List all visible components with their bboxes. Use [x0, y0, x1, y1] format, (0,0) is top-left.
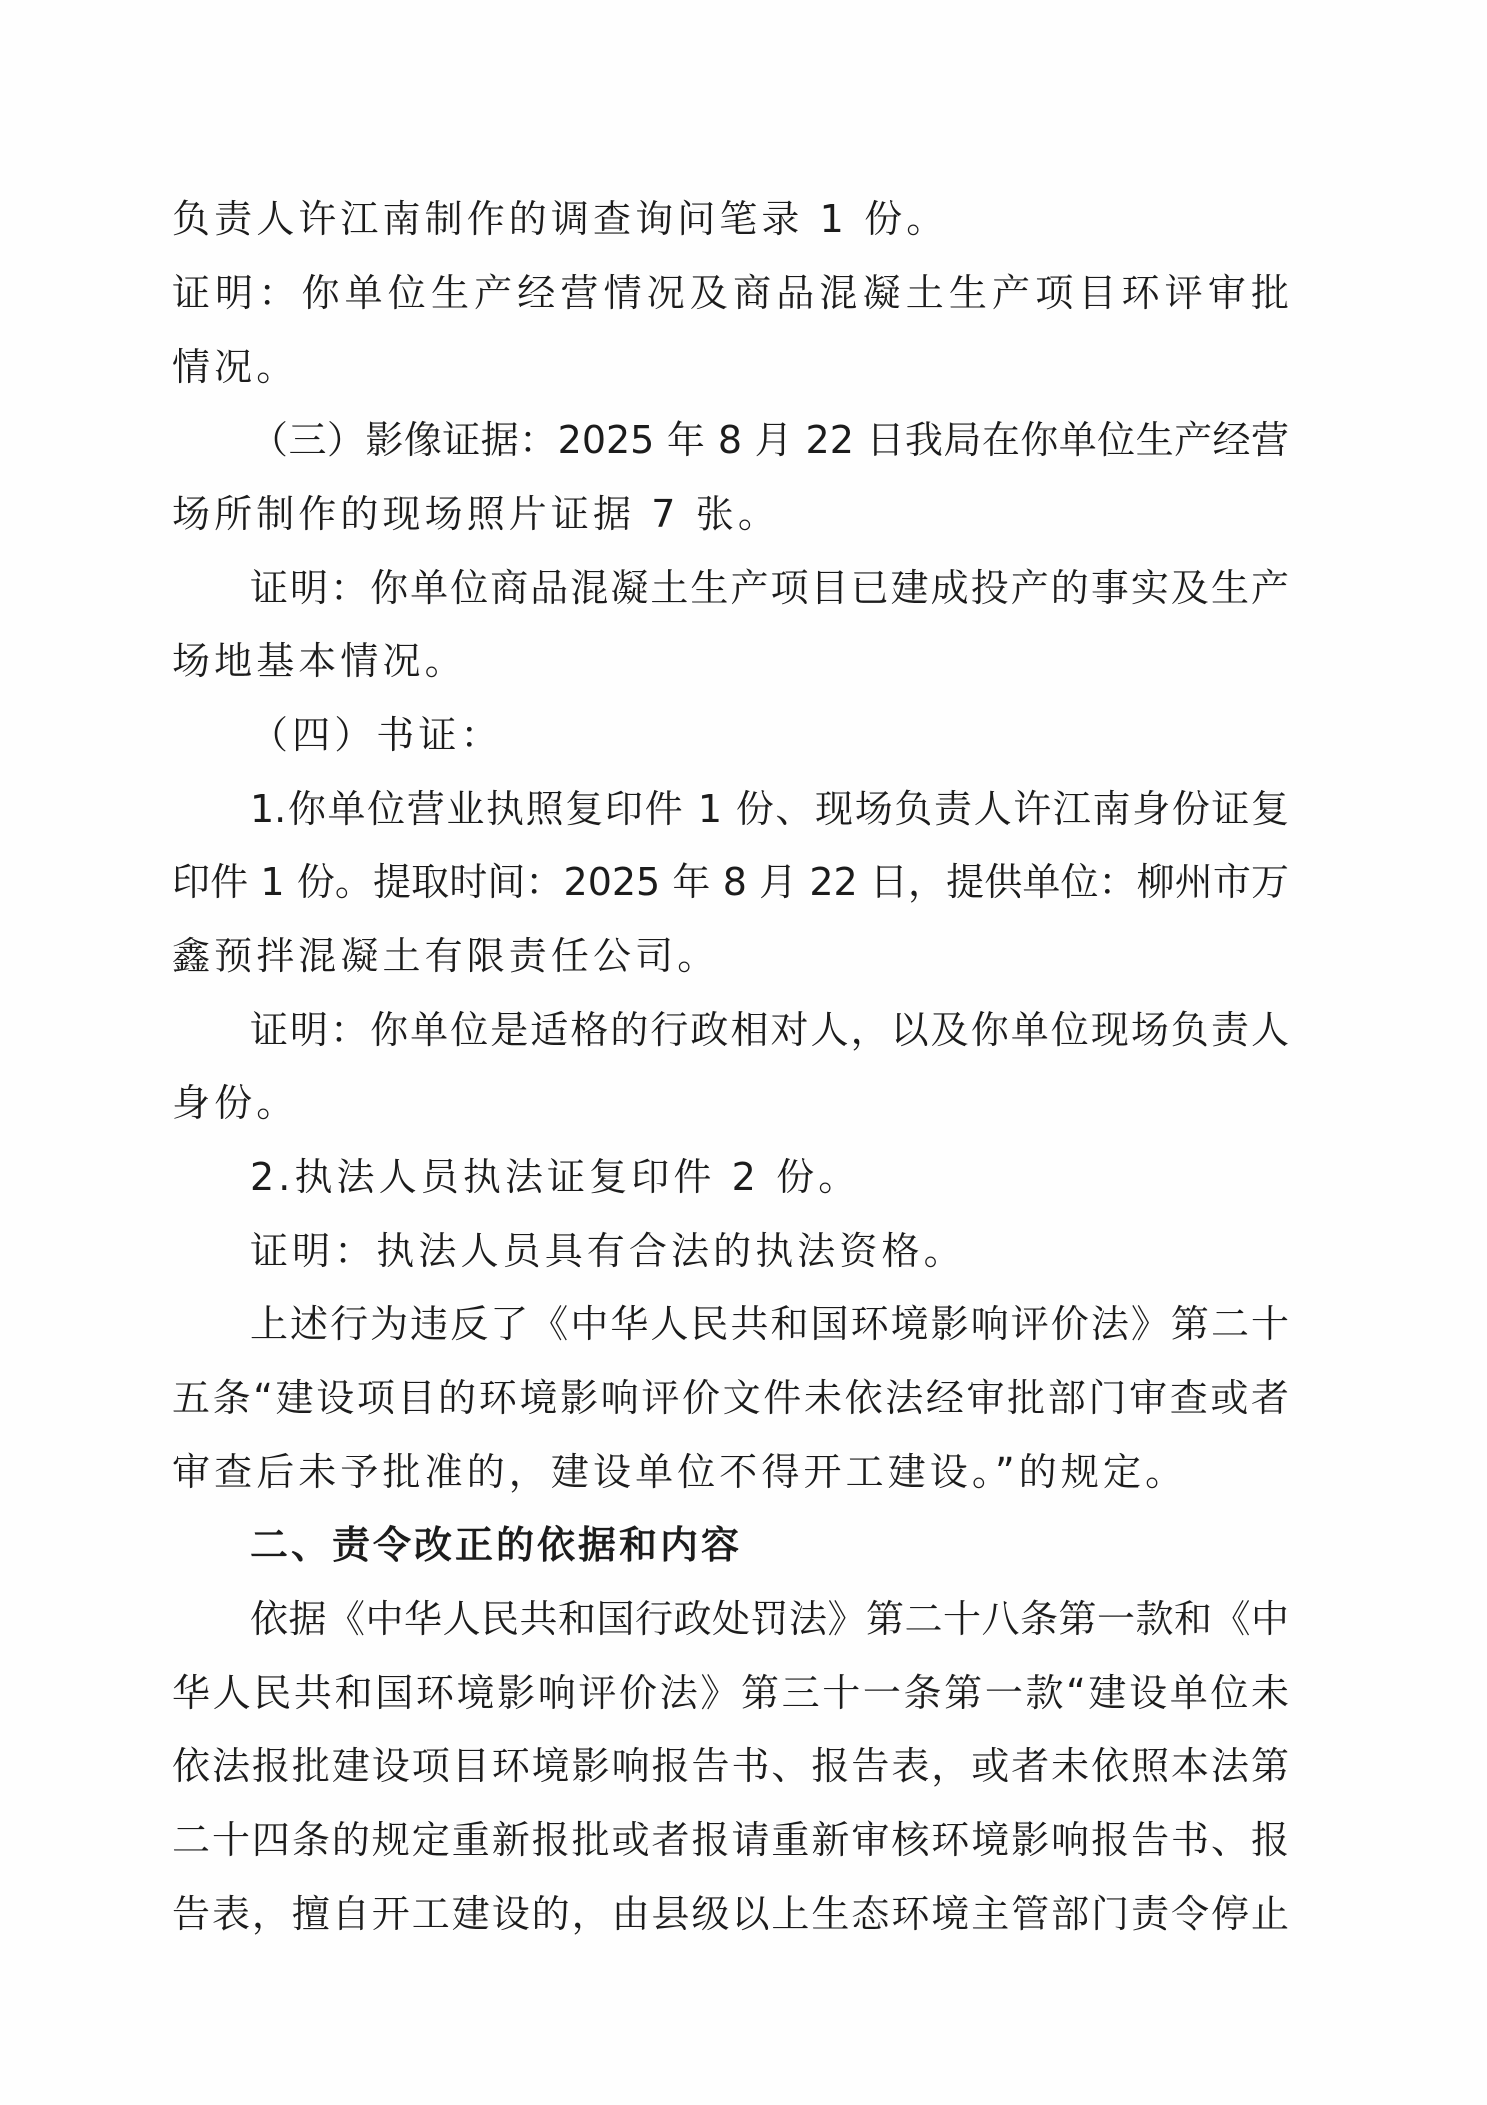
section-heading: （四）书证：: [250, 713, 503, 757]
text-line: 证明：你单位生产经营情况及商品混凝土生产项目环评审批: [172, 271, 1289, 315]
text-line: 告表，擅自开工建设的，由县级以上生态环境主管部门责令停止: [172, 1892, 1289, 1936]
text-line: 证明：你单位商品混凝土生产项目已建成投产的事实及生产: [250, 566, 1289, 610]
text-line: 华人民共和国环境影响评价法》第三十一条第一款“建设单位未: [172, 1671, 1289, 1715]
text-line: 依法报批建设项目环境影响报告书、报告表，或者未依照本法第: [172, 1744, 1289, 1788]
text-line: 1.你单位营业执照复印件 1 份、现场负责人许江南身份证复: [250, 787, 1289, 831]
text-line: 身份。: [172, 1081, 299, 1125]
text-line: 印件 1 份。提取时间：2025 年 8 月 22 日，提供单位：柳州市万: [172, 860, 1289, 904]
text-line: 审查后未予批准的，建设单位不得开工建设。”的规定。: [172, 1450, 1188, 1494]
text-line: 情况。: [172, 345, 299, 389]
text-line: 鑫预拌混凝土有限责任公司。: [172, 934, 720, 978]
text-line: 五条“建设项目的环境影响评价文件未依法经审批部门审查或者: [172, 1376, 1289, 1420]
text-line: 上述行为违反了《中华人民共和国环境影响评价法》第二十: [250, 1302, 1289, 1346]
text-line: （三）影像证据：2025 年 8 月 22 日我局在你单位生产经营: [250, 418, 1289, 462]
text-line: 依据《中华人民共和国行政处罚法》第二十八条第一款和《中: [250, 1597, 1289, 1641]
text-line: 证明：你单位是适格的行政相对人，以及你单位现场负责人: [250, 1008, 1289, 1052]
text-line: 负责人许江南制作的调查询问笔录 1 份。: [172, 197, 949, 241]
text-line: 场地基本情况。: [172, 639, 467, 683]
text-line: 2.执法人员执法证复印件 2 份。: [250, 1155, 861, 1199]
section-heading: 二、责令改正的依据和内容: [250, 1523, 743, 1567]
text-line: 场所制作的现场照片证据 7 张。: [172, 492, 780, 536]
text-line: 二十四条的规定重新报批或者报请重新审核环境影响报告书、报: [172, 1818, 1289, 1862]
text-line: 证明：执法人员具有合法的执法资格。: [250, 1229, 966, 1273]
